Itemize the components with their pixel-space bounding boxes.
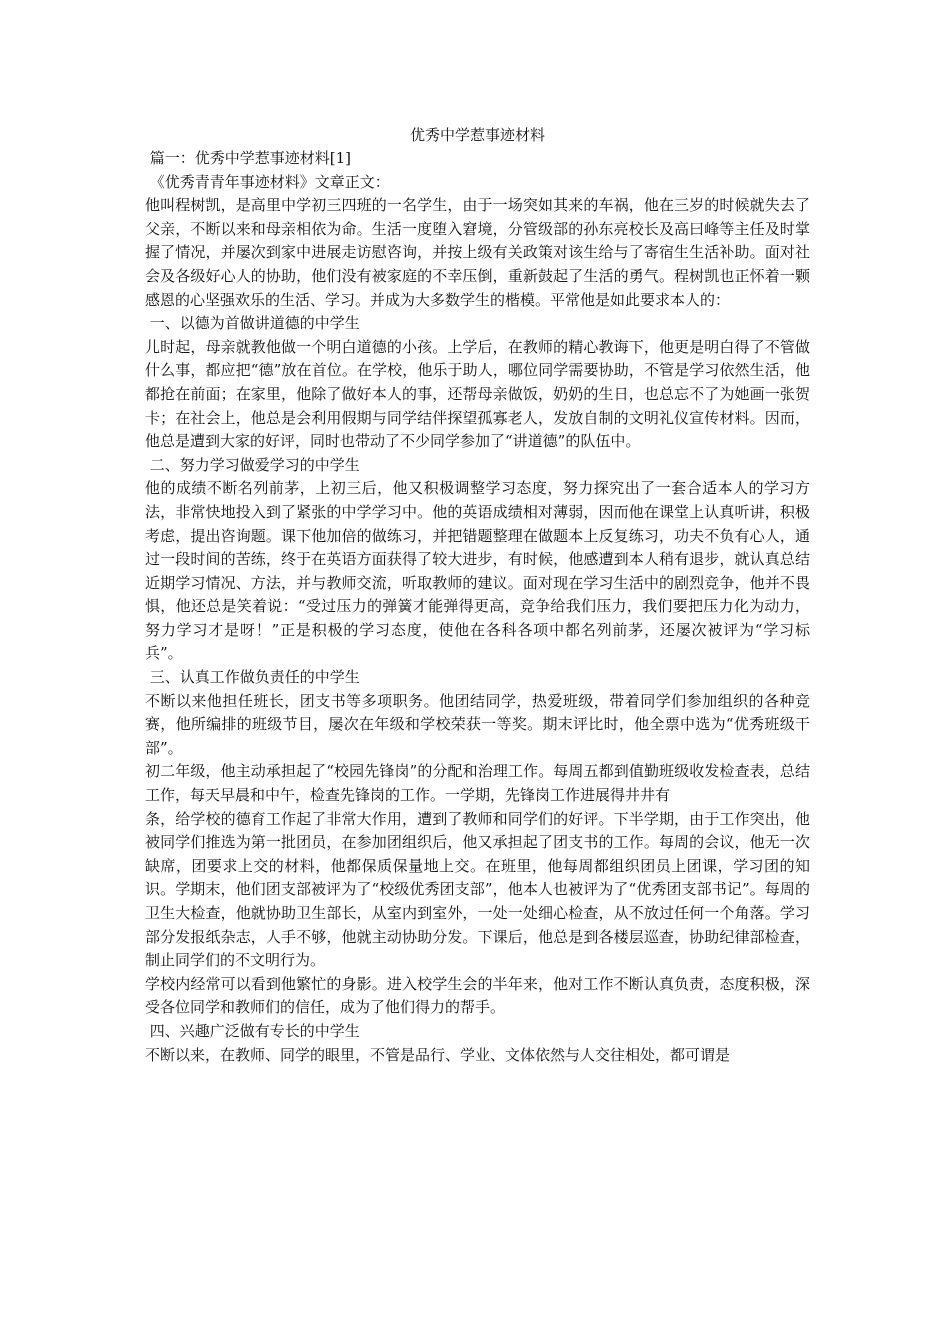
section-heading-part-one: 篇一：优秀中学惹事迹材料[1] [145,149,352,167]
paragraph-league-work: 条，给学校的德育工作起了非常大作用，遭到了教师和同学们的好评。下半学期，由于工作突出，他被同学们推选为第一批团员，在参加团组织后，他又承担起了团支书的工作。每周的会议，他无一次缺席，团要求上交的材料，他都保质保量地上交。在班里，他每周都组织团员上团课，学习团的知识。学期末，他们团支部被评为了“校级优秀团支部”，他本人也被评为了“优秀团支部书记”。每周的卫生大检查，他就协助卫生部长，从室内到室外，一处一处细心检查，从不放过任何一个角落。学习部分发报纸杂志，人手不够，他就主动协助分发。下课后，他总是到各楼层巡查，协助纪律部检查，制止同学们的不文明行为。 [145,809,810,970]
section-heading-2: 二、努力学习做爱学习的中学生 [145,455,360,474]
paragraph-interests: 不断以来，在教师、同学的眼里，不管是品行、学业、文体依然与人交往相处，都可谓是 [145,1045,731,1064]
article-label: 《优秀青青年事迹材料》文章正文： [145,172,390,191]
document-page [145,124,810,1067]
paragraph-morality: 儿时起，母亲就教他做一个明白道德的小孩。上学后，在教师的精心教诲下，他更是明白得了不管做什么事，都应把“德”放在首位。在学校，他乐于助人，哪位同学需要协助，不管是学习依然生活，他都抢在前面；在家里，他除了做好本人的事，还帮母亲做饭，奶奶的生日，也总忘不了为她画一张贺卡；在社会上，他总是会利用假期与同学结伴探望孤寡老人，发放自制的文明礼仪宣传材料。因而，他总是遭到大家的好评，同时也带动了不少同学参加了“讲道德”的队伍中。 [145,337,810,451]
paragraph-intro: 他叫程树凯，是高里中学初三四班的一名学生，由于一场突如其来的车祸，他在三岁的时候就失去了父亲，不断以来和母亲相依为命。生活一度堕入窘境，分管级部的孙东亮校长及高曰峰等主任及时掌握了情况，并屡次到家中进展走访慰咨询，并按上级有关政策对该生给与了寄宿生生活补助。面对社会及各级好心人的协助，他们没有被家庭的不幸压倒，重新鼓起了生活的勇气。程树凯也正怀着一颗感恩的心坚强欢乐的生活、学习。并成为大多数学生的楷模。平常他是如此要求本人的： [145,196,810,309]
section-heading-1: 一、以德为首做讲道德的中学生 [145,314,360,333]
paragraph-vanguard-post: 初二年级，他主动承担起了“校园先锋岗”的分配和治理工作。每周五都到值勤班级收发检查表，总结工作，每天早晨和中午，检查先锋岗的工作。一学期，先锋岗工作进展得井井有 [145,762,810,805]
paragraph-student-union: 学校内经常可以看到他繁忙的身影。进入校学生会的半年来，他对工作不断认真负责，态度积极，深受各位同学和教师们的信任，成为了他们得力的帮手。 [145,974,810,1017]
section-heading-4: 四、兴趣广泛做有专长的中学生 [145,1021,360,1040]
paragraph-study: 他的成绩不断名列前茅，上初三后，他又积极调整学习态度，努力探究出了一套合适本人的学习方法，非常快地投入到了紧张的中学学习中。他的英语成绩相对薄弱，因而他在课堂上认真听讲，积极考虑，提出咨询题。课下他加倍的做练习，并把错题整理在做题本上反复练习，功夫不负有心人，通过一段时间的苦练，终于在英语方面获得了较大进步，有时候，他感遭到本人稍有退步，就认真总结近期学习情况、方法，并与教师交流，听取教师的建议。面对现在学习生活中的剧烈竞争，他并不畏惧，他还总是笑着说：“受过压力的弹簧才能弹得更高，竞争给我们压力，我们要把压力化为动力，努力学习才是呀！”正是积极的学习态度，使他在各科各项中都名列前茅，还屡次被评为“学习标兵”。 [145,479,810,663]
paragraph-class-leader: 不断以来他担任班长，团支书等多项职务。他团结同学，热爱班级，带着同学们参加组织的各种竞赛，他所编排的班级节目，屡次在年级和学校荣获一等奖。期末评比时，他全票中选为“优秀班级干部”。 [145,691,810,757]
document-title: 优秀中学惹事迹材料 [409,126,545,144]
section-heading-3: 三、认真工作做负责任的中学生 [145,668,360,687]
